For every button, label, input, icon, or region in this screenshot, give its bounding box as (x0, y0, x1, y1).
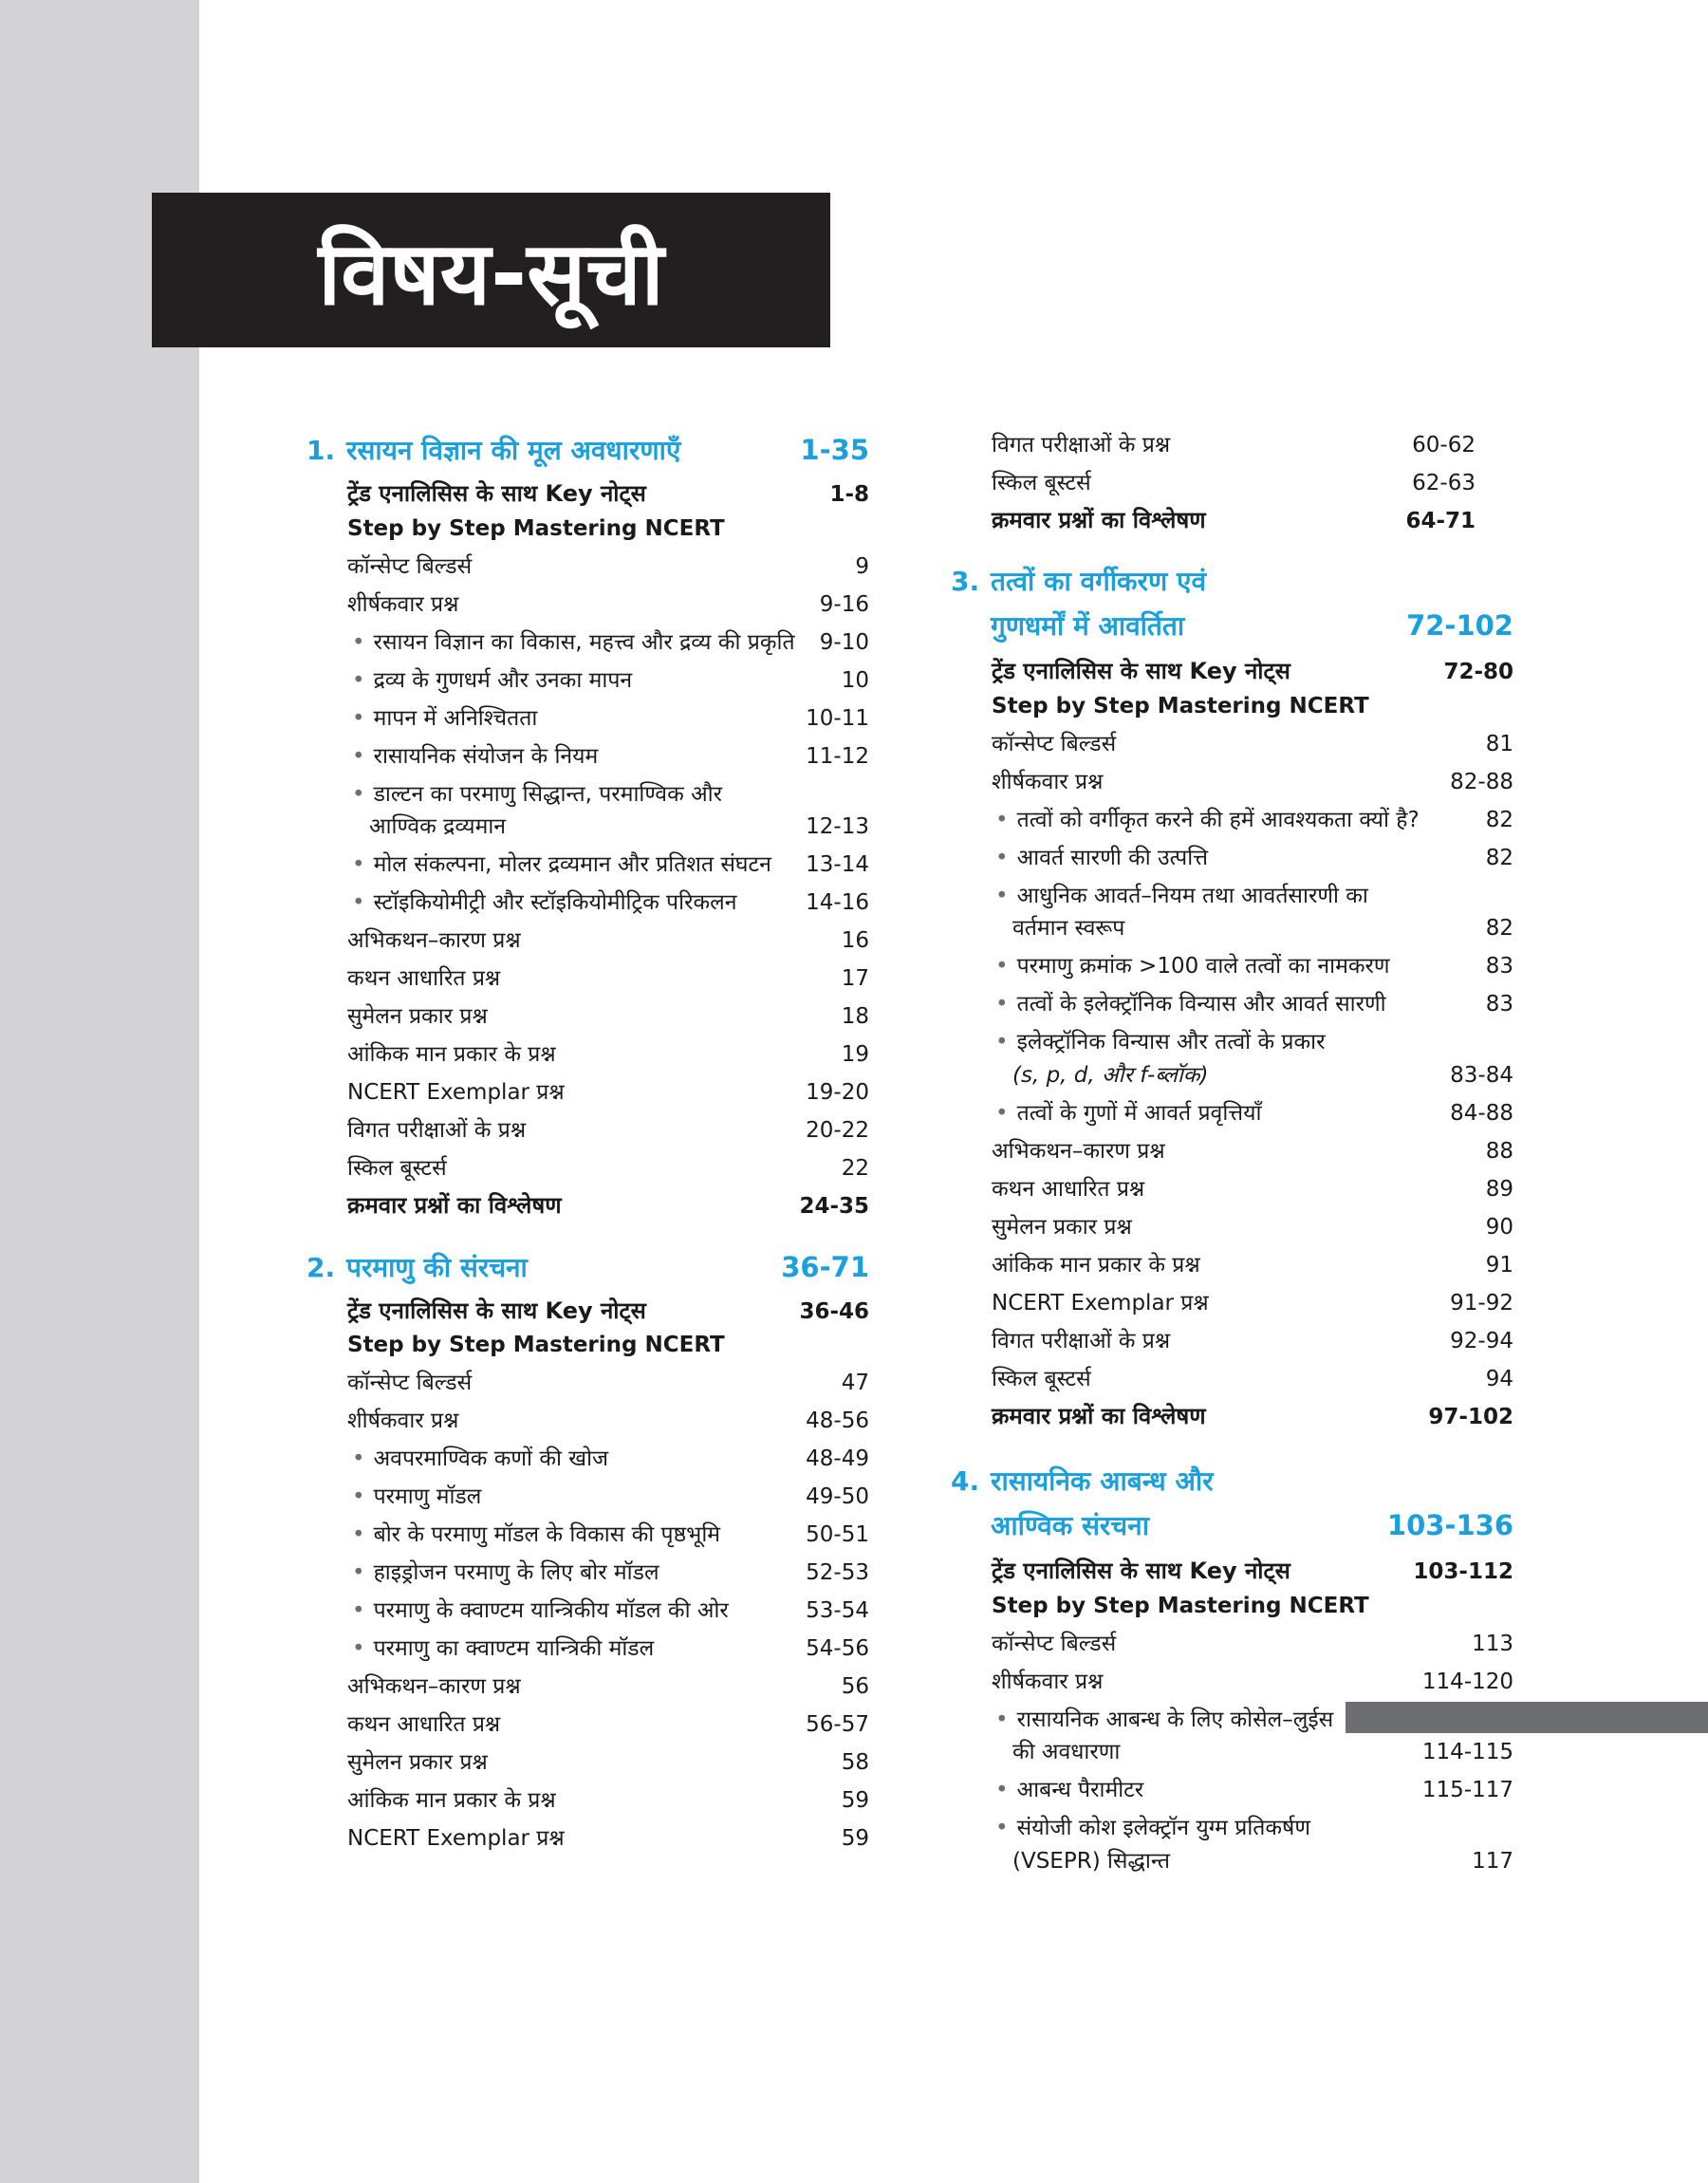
entry-label: शीर्षकवार प्रश्न (347, 592, 459, 617)
toc-bullet-entry[interactable] (1012, 803, 1513, 833)
entry-page: 72-80 (1443, 660, 1513, 684)
toc-bullet-entry[interactable] (369, 777, 869, 808)
entry-page: 59 (841, 1826, 869, 1851)
toc-entry[interactable] (347, 1821, 869, 1852)
chapter-3-heading-line2[interactable] (991, 607, 1513, 644)
entry-page: 89 (1485, 1177, 1513, 1202)
entry-page: 24-35 (799, 1194, 869, 1219)
entry-label: ट्रेंड एनालिसिस के साथ Key नोट्स (992, 658, 1290, 684)
toc-entry[interactable] (347, 1670, 869, 1700)
entry-page: 117 (1472, 1849, 1513, 1874)
entry-label: NCERT Exemplar प्रश्न (347, 1826, 565, 1851)
entry-label: NCERT Exemplar प्रश्न (347, 1080, 565, 1105)
chapter-pages: 72-102 (1406, 609, 1513, 642)
entry-page: 114-120 (1421, 1670, 1513, 1694)
entry-label: शीर्षकवार प्रश्न (992, 770, 1104, 794)
entry-page: 52-53 (806, 1560, 869, 1585)
entry-label: आंकिक मान प्रकार के प्रश्न (992, 1253, 1200, 1278)
entry-page: 82 (1485, 846, 1513, 870)
toc-entry[interactable] (992, 1134, 1513, 1165)
toc-subheading (992, 1594, 1513, 1618)
chapter-title: गुणधर्मों में आवर्तिता (991, 610, 1185, 642)
toc-bullet-entry[interactable] (369, 625, 869, 656)
toc-entry[interactable] (347, 961, 869, 992)
entry-page: 91-92 (1450, 1291, 1513, 1315)
page-title: विषय-सूची (152, 193, 830, 347)
entry-label: ट्रेंड एनालिसिस के साथ Key नोट्स (347, 1297, 646, 1324)
entry-label: ट्रेंड एनालिसिस के साथ Key नोट्स (347, 480, 646, 507)
chapter-title: तत्वों का वर्गीकरण एवं (991, 566, 1207, 597)
entry-label: • आधुनिक आवर्त–नियम तथा आवर्तसारणी का (1012, 879, 1513, 909)
toc-subheading (347, 1333, 869, 1357)
entry-label: शीर्षकवार प्रश्न (992, 1670, 1104, 1694)
entry-page: 36-46 (799, 1299, 869, 1324)
entry-page: 9 (855, 554, 869, 579)
entry-label: • मापन में अनिश्चितता (369, 701, 806, 732)
entry-page: 83 (1485, 992, 1513, 1017)
entry-label: कथन आधारित प्रश्न (347, 1712, 501, 1737)
toc-bullet-entry[interactable] (369, 1518, 869, 1548)
entry-label: Step by Step Mastering NCERT (992, 694, 1369, 718)
chapter-3-heading[interactable] (951, 563, 1476, 599)
entry-label: स्किल बूस्टर्स (992, 471, 1091, 495)
entry-page: 56 (841, 1674, 869, 1699)
entry-label: सुमेलन प्रकार प्रश्न (992, 1215, 1132, 1240)
chapter-title: रसायन विज्ञान की मूल अवधारणाएँ (346, 435, 681, 466)
toc-bullet-entry[interactable] (1012, 1025, 1513, 1055)
entry-label: • तत्वों के गुणों में आवर्त प्रवृत्तियाँ (1012, 1096, 1450, 1127)
entry-page: 9-16 (819, 592, 869, 617)
toc-entry[interactable] (992, 1362, 1513, 1392)
entry-label: वर्तमान स्वरूप (1012, 916, 1125, 941)
entry-label: • संयोजी कोश इलेक्ट्रॉन युग्म प्रतिकर्षण (1012, 1811, 1513, 1841)
toc-entry[interactable] (347, 1113, 869, 1144)
chapter-2-heading[interactable] (306, 1249, 869, 1285)
toc-bullet-entry[interactable] (1012, 841, 1513, 871)
toc-bullet-entry[interactable] (1012, 1811, 1513, 1841)
entry-label: • रासायनिक संयोजन के नियम (369, 739, 806, 770)
toc-entry[interactable] (347, 1366, 869, 1396)
entry-label: क्रमवार प्रश्नों का विश्लेषण (347, 1192, 562, 1219)
entry-label: • परमाणु क्रमांक >100 वाले तत्वों का नामकरण (1012, 949, 1486, 980)
entry-label: ट्रेंड एनालिसिस के साथ Key नोट्स (992, 1558, 1290, 1584)
toc-entry[interactable] (347, 1151, 869, 1182)
entry-page: 19 (841, 1042, 869, 1067)
chapter-pages: 1-35 (800, 434, 869, 466)
toc-subheading (992, 694, 1513, 718)
entry-page: 90 (1485, 1215, 1513, 1240)
entry-page: 9-10 (819, 630, 869, 655)
entry-label: कॉन्सेप्ट बिल्डर्स (347, 554, 473, 579)
entry-label: कथन आधारित प्रश्न (992, 1177, 1145, 1202)
entry-page: 91 (1485, 1253, 1513, 1278)
toc-entry[interactable] (347, 588, 869, 618)
chapter-number: 1. (306, 435, 336, 466)
toc-entry[interactable] (992, 765, 1513, 795)
entry-page: 59 (841, 1788, 869, 1813)
toc-bullet-entry[interactable] (369, 701, 869, 732)
entry-label: Step by Step Mastering NCERT (347, 1333, 725, 1357)
entry-page: 103-112 (1413, 1559, 1513, 1584)
entry-label: • हाइड्रोजन परमाणु के लिए बोर मॉडल (369, 1556, 806, 1586)
entry-page: 19-20 (806, 1080, 869, 1105)
entry-page: 48-56 (806, 1409, 869, 1433)
entry-label: • परमाणु के क्वाण्टम यान्त्रिकीय मॉडल की ओर (369, 1594, 806, 1624)
toc-entry[interactable] (347, 1745, 869, 1776)
entry-page: 14-16 (806, 890, 869, 915)
toc-entry-continuation[interactable] (1012, 1735, 1513, 1765)
entry-page: 82 (1485, 808, 1513, 832)
entry-label: विगत परीक्षाओं के प्रश्न (992, 433, 1171, 457)
entry-page: 49-50 (806, 1484, 869, 1509)
toc-entry[interactable] (992, 727, 1513, 757)
entry-page: 58 (841, 1750, 869, 1775)
toc-entry[interactable] (347, 1783, 869, 1814)
toc-entry-continuation[interactable] (1012, 1058, 1513, 1089)
toc-entry[interactable] (992, 1665, 1513, 1695)
chapter-number: 4. (951, 1465, 980, 1497)
toc-bullet-entry[interactable] (369, 848, 869, 878)
toc-entry[interactable] (992, 1286, 1513, 1316)
entry-label: • रासायनिक आबन्ध के लिए कोसेल–लुईस (1012, 1703, 1513, 1733)
toc-entry[interactable] (992, 1555, 1513, 1586)
entry-label: • अवपरमाण्विक कणों की खोज (369, 1442, 806, 1472)
toc-bullet-entry[interactable] (369, 1480, 869, 1510)
entry-label: आंकिक मान प्रकार के प्रश्न (347, 1788, 556, 1813)
entry-label: • परमाणु मॉडल (369, 1480, 806, 1510)
toc-entry[interactable] (347, 1075, 869, 1106)
entry-label: अभिकथन–कारण प्रश्न (992, 1139, 1165, 1164)
entry-page: 56-57 (806, 1712, 869, 1737)
entry-label: • आवर्त सारणी की उत्पत्ति (1012, 841, 1486, 871)
toc-entry[interactable] (347, 1707, 869, 1738)
entry-label: क्रमवार प्रश्नों का विश्लेषण (992, 1403, 1206, 1429)
toc-entry[interactable] (347, 1189, 869, 1221)
toc-entry[interactable] (992, 428, 1476, 458)
entry-label: विगत परीक्षाओं के प्रश्न (347, 1118, 527, 1143)
toc-entry[interactable] (992, 1172, 1513, 1203)
entry-label: Step by Step Mastering NCERT (992, 1594, 1369, 1618)
entry-label: कॉन्सेप्ट बिल्डर्स (992, 1632, 1117, 1656)
toc-bullet-entry[interactable] (369, 1556, 869, 1586)
entry-page: 82 (1485, 916, 1513, 941)
toc-bullet-entry[interactable] (1012, 879, 1513, 909)
page-footer-bar (1346, 1702, 1708, 1733)
entry-label: • बोर के परमाणु मॉडल के विकास की पृष्ठभूमि (369, 1518, 806, 1548)
toc-subheading (347, 516, 869, 541)
entry-page: 1-8 (829, 482, 869, 507)
toc-bullet-entry[interactable] (1012, 1773, 1513, 1803)
entry-page: 13-14 (806, 852, 869, 877)
entry-page: 82-88 (1450, 770, 1513, 794)
entry-page: 84-88 (1450, 1101, 1513, 1126)
toc-entry[interactable] (992, 466, 1476, 496)
toc-entry[interactable] (992, 655, 1513, 686)
entry-page: 54-56 (806, 1636, 869, 1661)
entry-page: 47 (841, 1371, 869, 1395)
toc-entry-continuation[interactable] (1012, 1844, 1513, 1875)
toc-entry-continuation[interactable] (369, 810, 869, 840)
toc-entry[interactable] (992, 1248, 1513, 1278)
entry-label: • द्रव्य के गुणधर्म और उनका मापन (369, 663, 842, 694)
entry-label: शीर्षकवार प्रश्न (347, 1409, 459, 1433)
entry-page: 18 (841, 1004, 869, 1029)
toc-entry[interactable] (347, 1295, 869, 1326)
entry-label: Step by Step Mastering NCERT (347, 516, 725, 541)
toc-bullet-entry[interactable] (369, 886, 869, 916)
entry-page: 62-63 (1412, 471, 1476, 495)
entry-page: 83 (1485, 954, 1513, 979)
entry-page: 113 (1472, 1632, 1513, 1656)
entry-label: अभिकथन–कारण प्रश्न (347, 928, 521, 953)
entry-page: 22 (841, 1156, 869, 1181)
chapter-4-heading[interactable] (951, 1463, 1476, 1499)
entry-label: • आबन्ध पैरामीटर (1012, 1773, 1422, 1803)
entry-page: 12-13 (806, 814, 869, 839)
toc-entry[interactable] (992, 1627, 1513, 1657)
entry-page: 11-12 (806, 744, 869, 769)
entry-label: • तत्वों को वर्गीकृत करने की हमें आवश्यकता क्यों है? (1012, 803, 1486, 833)
entry-label: • परमाणु का क्वाण्टम यान्त्रिकी मॉडल (369, 1632, 806, 1662)
entry-page: 97-102 (1428, 1405, 1513, 1429)
toc-bullet-entry[interactable] (1012, 949, 1513, 980)
chapter-4-heading-line2[interactable] (991, 1507, 1513, 1543)
entry-page: 10 (841, 668, 869, 693)
toc-entry[interactable] (347, 550, 869, 580)
entry-label: • इलेक्ट्रॉनिक विन्यास और तत्वों के प्रकार (1012, 1025, 1513, 1055)
entry-page: 94 (1485, 1367, 1513, 1391)
entry-label: NCERT Exemplar प्रश्न (992, 1291, 1209, 1315)
entry-label: सुमेलन प्रकार प्रश्न (347, 1750, 488, 1775)
chapter-1-heading[interactable] (306, 432, 869, 468)
entry-label: • डाल्टन का परमाणु सिद्धान्त, परमाण्विक और (369, 777, 869, 808)
toc-bullet-entry[interactable] (369, 1594, 869, 1624)
chapter-number: 2. (306, 1252, 336, 1283)
toc-bullet-entry[interactable] (1012, 1096, 1513, 1127)
toc-bullet-entry[interactable] (369, 1632, 869, 1662)
chapter-title: आण्विक संरचना (991, 1510, 1149, 1541)
toc-entry[interactable] (992, 1400, 1513, 1431)
entry-page: 83-84 (1450, 1063, 1513, 1088)
entry-label: स्किल बूस्टर्स (347, 1156, 447, 1181)
entry-page: 48-49 (806, 1446, 869, 1471)
toc-entry[interactable] (992, 1324, 1513, 1354)
entry-label: अभिकथन–कारण प्रश्न (347, 1674, 521, 1699)
entry-label: विगत परीक्षाओं के प्रश्न (992, 1329, 1171, 1353)
toc-entry-continuation[interactable] (1012, 911, 1513, 942)
toc-entry[interactable] (992, 1210, 1513, 1241)
entry-page: 20-22 (806, 1118, 869, 1143)
toc-bullet-entry[interactable] (1012, 987, 1513, 1017)
toc-entry[interactable] (347, 1404, 869, 1434)
entry-page: 92-94 (1450, 1329, 1513, 1353)
entry-page: 115-117 (1421, 1778, 1513, 1802)
entry-label: (VSEPR) सिद्धान्त (1012, 1849, 1171, 1874)
chapter-number: 3. (951, 566, 980, 597)
entry-label: क्रमवार प्रश्नों का विश्लेषण (992, 507, 1206, 533)
entry-page: 114-115 (1421, 1740, 1513, 1764)
entry-label: आंकिक मान प्रकार के प्रश्न (347, 1042, 556, 1067)
chapter-pages: 36-71 (781, 1251, 869, 1283)
toc-bullet-entry[interactable] (369, 663, 869, 694)
entry-page: 50-51 (806, 1522, 869, 1547)
entry-page: 64-71 (1405, 509, 1476, 533)
entry-page: 16 (841, 928, 869, 953)
chapter-pages: 103-136 (1386, 1509, 1513, 1541)
toc-entry[interactable] (347, 924, 869, 954)
toc-bullet-entry[interactable] (369, 1442, 869, 1472)
toc-entry[interactable] (347, 477, 869, 509)
entry-page: 60-62 (1412, 433, 1476, 457)
chapter-title: परमाणु की संरचना (346, 1252, 528, 1283)
entry-label: आण्विक द्रव्यमान (369, 814, 507, 839)
entry-page: 17 (841, 966, 869, 991)
toc-entry[interactable] (347, 1037, 869, 1068)
entry-label: • स्टॉइकियोमीट्री और स्टॉइकियोमीट्रिक परिकलन (369, 886, 806, 916)
entry-label: (s, p, d, और f-ब्लॉक) (1012, 1063, 1209, 1088)
entry-label: स्किल बूस्टर्स (992, 1367, 1091, 1391)
entry-page: 10-11 (806, 706, 869, 731)
entry-label: • मोल संकल्पना, मोलर द्रव्यमान और प्रतिशत संघटन (369, 848, 806, 878)
chapter-title: रासायनिक आबन्ध और (991, 1465, 1214, 1497)
entry-label: • रसायन विज्ञान का विकास, महत्त्व और द्रव्य की प्रकृति (369, 625, 820, 656)
entry-label: की अवधारणा (1012, 1740, 1121, 1764)
toc-bullet-entry[interactable] (369, 739, 869, 770)
entry-label: कथन आधारित प्रश्न (347, 966, 501, 991)
entry-page: 53-54 (806, 1598, 869, 1623)
entry-page: 88 (1485, 1139, 1513, 1164)
toc-entry[interactable] (992, 504, 1476, 535)
entry-label: • तत्वों के इलेक्ट्रॉनिक विन्यास और आवर्त सारणी (1012, 987, 1486, 1017)
entry-label: कॉन्सेप्ट बिल्डर्स (992, 732, 1117, 756)
entry-label: सुमेलन प्रकार प्रश्न (347, 1004, 488, 1029)
toc-entry[interactable] (347, 999, 869, 1030)
entry-page: 81 (1485, 732, 1513, 756)
entry-label: कॉन्सेप्ट बिल्डर्स (347, 1371, 473, 1395)
